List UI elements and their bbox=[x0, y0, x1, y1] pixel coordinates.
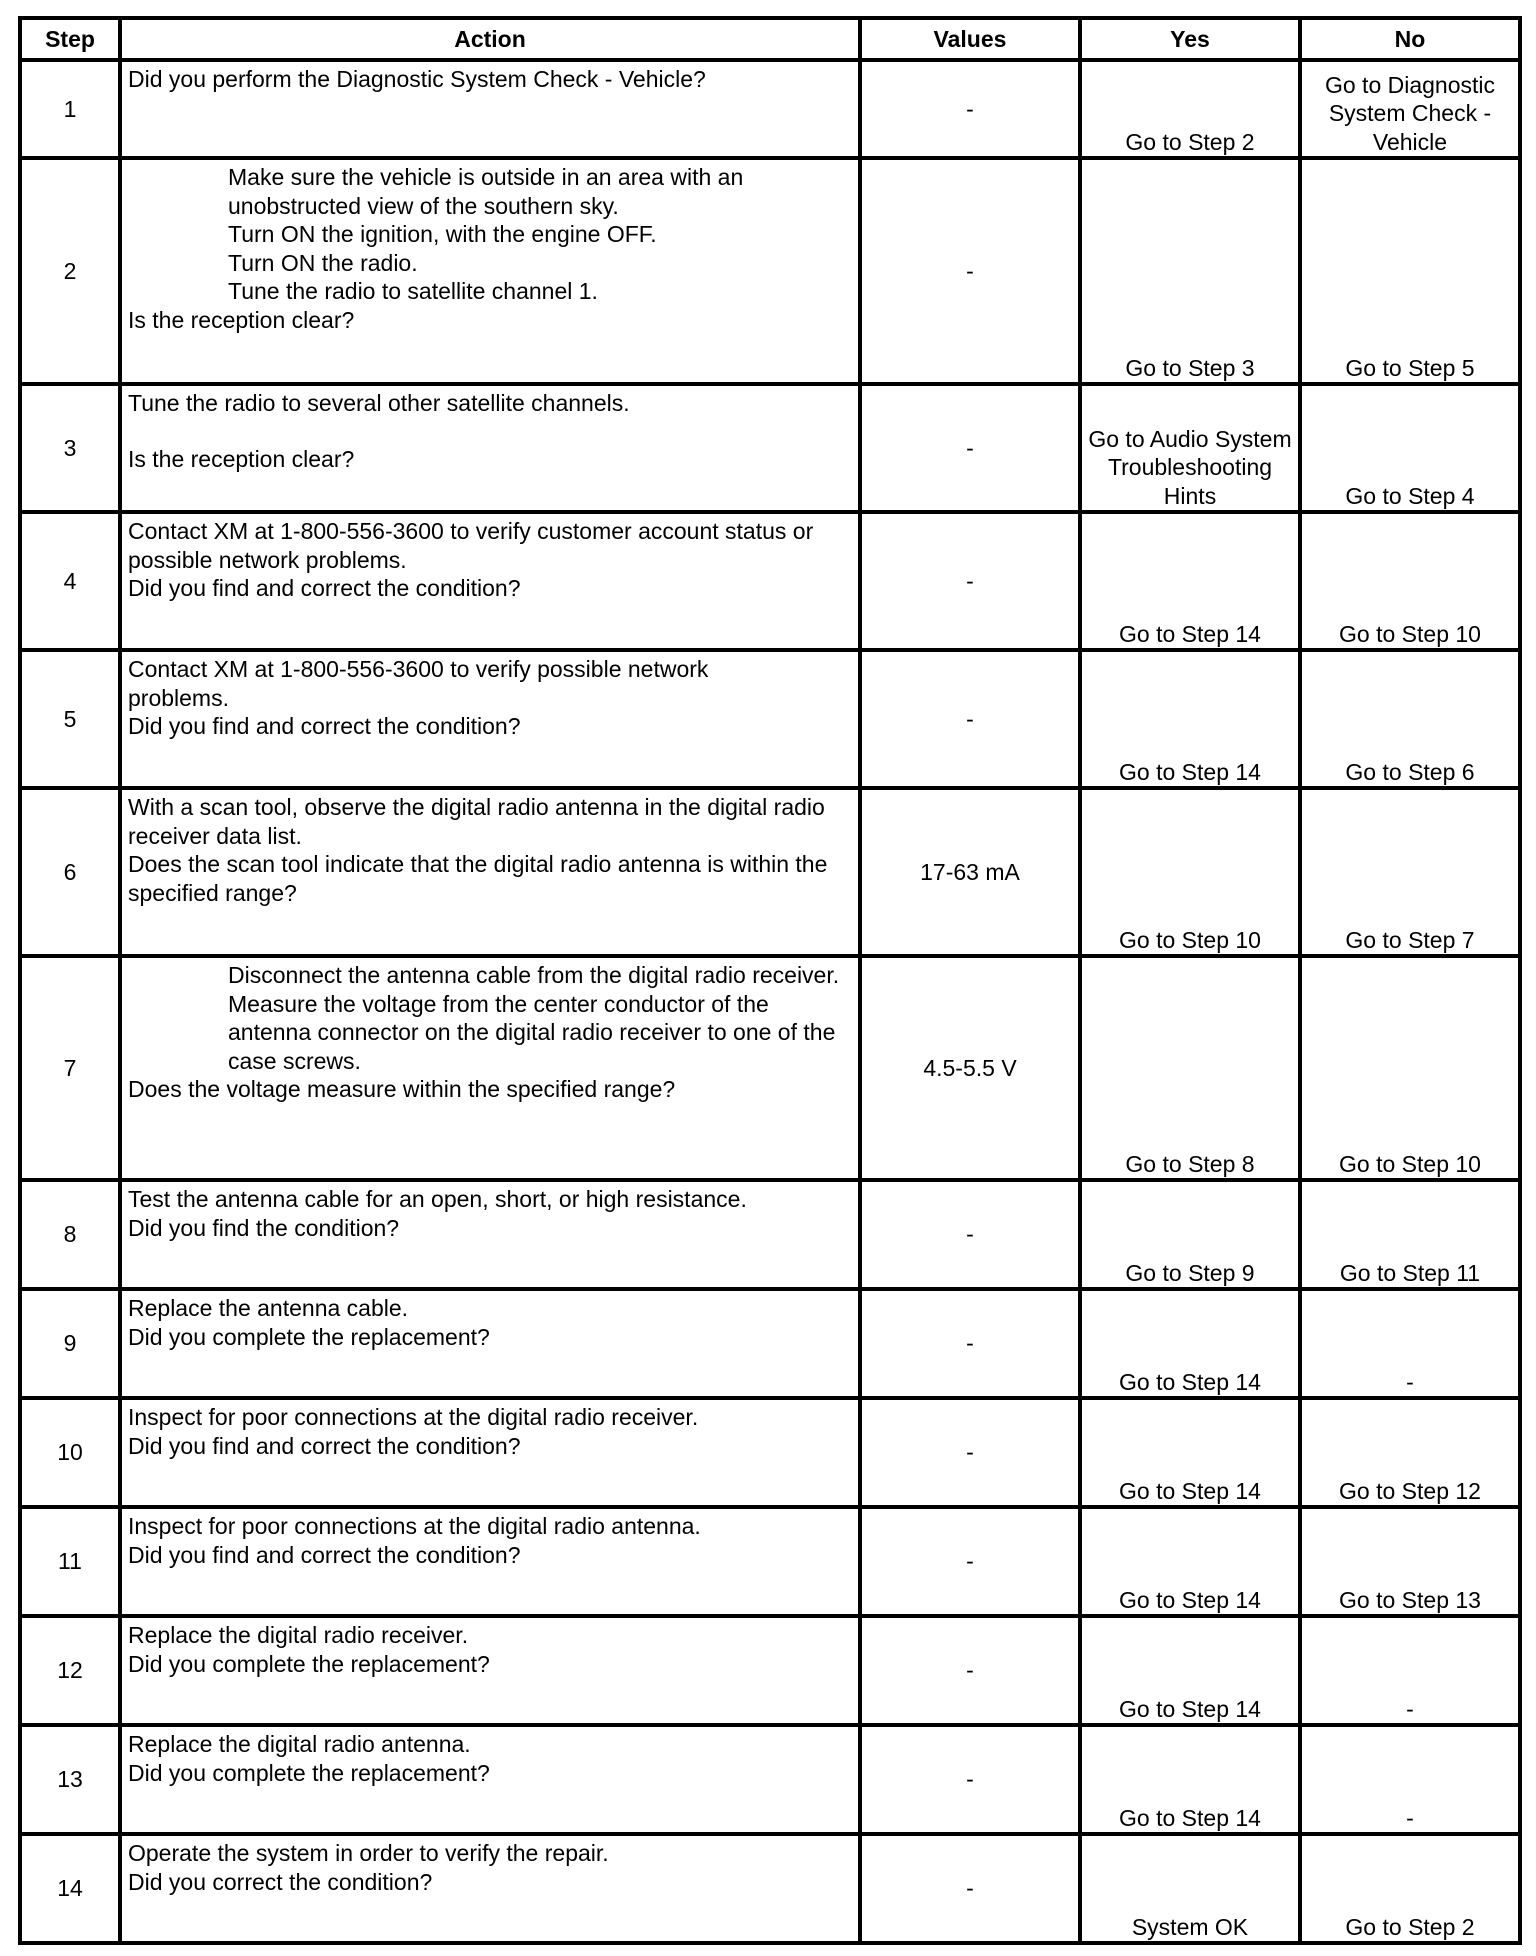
action-text: Test the antenna cable for an open, short, or high resistance. bbox=[128, 1186, 747, 1212]
table-row bbox=[20, 512, 1520, 650]
no-cell: - bbox=[1300, 1289, 1520, 1398]
yes-cell: Go to Step 14 bbox=[1080, 650, 1300, 788]
value-cell: - bbox=[860, 158, 1080, 384]
no-cell: Go to Step 10 bbox=[1300, 956, 1520, 1180]
step-number: 13 bbox=[20, 1725, 120, 1834]
value-cell: - bbox=[860, 1834, 1080, 1943]
yes-cell: Go to Step 14 bbox=[1080, 512, 1300, 650]
header-yes: Yes bbox=[1080, 18, 1300, 60]
question-text: Did you complete the replacement? bbox=[128, 1650, 490, 1677]
no-cell: Go to Diagnostic System Check - Vehicle bbox=[1300, 60, 1520, 158]
question-text: Did you find the condition? bbox=[128, 1214, 400, 1241]
question-text: Did you correct the condition? bbox=[128, 1868, 433, 1895]
value-cell: - bbox=[860, 512, 1080, 650]
question-text: Did you find and correct the condition? bbox=[128, 575, 521, 601]
value-cell: - bbox=[860, 1507, 1080, 1616]
action-cell bbox=[120, 384, 860, 512]
action-text: Replace the digital radio receiver. bbox=[128, 1622, 469, 1648]
value-cell: - bbox=[860, 384, 1080, 512]
step-number: 14 bbox=[20, 1834, 120, 1943]
action-text: Did you perform the Diagnostic System Check - Vehicle? bbox=[128, 66, 706, 92]
table-row bbox=[20, 1180, 1520, 1289]
step-number: 9 bbox=[20, 1289, 120, 1398]
question-text: Did you complete the replacement? bbox=[128, 1323, 490, 1350]
yes-cell: Go to Step 2 bbox=[1080, 60, 1300, 158]
value-cell: - bbox=[860, 650, 1080, 788]
action-text: Replace the antenna cable. bbox=[128, 1295, 409, 1321]
action-cell bbox=[120, 1834, 860, 1943]
action-cell bbox=[120, 1289, 860, 1398]
instruction-line: Make sure the vehicle is outside in an area with an unobstructed view of the southern sky. bbox=[228, 164, 744, 219]
no-cell: Go to Step 12 bbox=[1300, 1398, 1520, 1507]
action-cell bbox=[120, 512, 860, 650]
yes-cell: Go to Step 3 bbox=[1080, 158, 1300, 384]
question-text: Is the reception clear? bbox=[128, 445, 355, 472]
step-number: 8 bbox=[20, 1180, 120, 1289]
yes-cell: Go to Step 8 bbox=[1080, 956, 1300, 1180]
instruction-line: Turn ON the ignition, with the engine OFF. bbox=[228, 221, 657, 247]
instruction-line: Measure the voltage from the center conductor of the antenna connector on the digital radio receiver to one of the case screws. bbox=[228, 990, 836, 1074]
question-text: Did you find and correct the condition? bbox=[128, 1432, 521, 1459]
yes-cell: Go to Step 14 bbox=[1080, 1398, 1300, 1507]
value-cell: - bbox=[860, 1398, 1080, 1507]
action-text: Contact XM at 1-800-556-3600 to verify possible network problems. bbox=[128, 656, 709, 711]
yes-cell: Go to Step 9 bbox=[1080, 1180, 1300, 1289]
action-cell bbox=[120, 1180, 860, 1289]
table-row bbox=[20, 1834, 1520, 1943]
no-cell: Go to Step 7 bbox=[1300, 788, 1520, 956]
no-cell: Go to Step 5 bbox=[1300, 158, 1520, 384]
table-row bbox=[20, 1507, 1520, 1616]
step-number: 10 bbox=[20, 1398, 120, 1507]
action-cell bbox=[120, 1725, 860, 1834]
action-cell bbox=[120, 1507, 860, 1616]
action-cell bbox=[120, 788, 860, 956]
action-text: Inspect for poor connections at the digital radio receiver. bbox=[128, 1404, 699, 1430]
action-text: With a scan tool, observe the digital radio antenna in the digital radio receiver data list. bbox=[128, 794, 825, 849]
step-number: 7 bbox=[20, 956, 120, 1180]
question-text: Does the scan tool indicate that the digital radio antenna is within the specified range? bbox=[128, 851, 828, 906]
action-cell bbox=[120, 1616, 860, 1725]
header-action: Action bbox=[120, 18, 860, 60]
header-values: Values bbox=[860, 18, 1080, 60]
no-cell: - bbox=[1300, 1725, 1520, 1834]
table-row bbox=[20, 1725, 1520, 1834]
value-cell: 17-63 mA bbox=[860, 788, 1080, 956]
value-cell: - bbox=[860, 60, 1080, 158]
yes-cell: Go to Step 10 bbox=[1080, 788, 1300, 956]
action-cell bbox=[120, 1398, 860, 1507]
table-row bbox=[20, 1616, 1520, 1725]
no-cell: Go to Step 2 bbox=[1300, 1834, 1520, 1943]
action-cell bbox=[120, 60, 860, 158]
question-text: Did you find and correct the condition? bbox=[128, 1541, 521, 1568]
yes-cell: Go to Step 14 bbox=[1080, 1725, 1300, 1834]
action-text: Inspect for poor connections at the digital radio antenna. bbox=[128, 1513, 701, 1539]
value-cell: 4.5-5.5 V bbox=[860, 956, 1080, 1180]
step-number: 3 bbox=[20, 384, 120, 512]
action-cell bbox=[120, 956, 860, 1180]
table-row bbox=[20, 1398, 1520, 1507]
instruction-line: Turn ON the radio. bbox=[228, 249, 418, 276]
step-number: 4 bbox=[20, 512, 120, 650]
table-row bbox=[20, 384, 1520, 512]
table-row bbox=[20, 1289, 1520, 1398]
header-step: Step bbox=[20, 18, 120, 60]
value-cell: - bbox=[860, 1616, 1080, 1725]
question-text: Did you find and correct the condition? bbox=[128, 713, 521, 739]
value-cell: - bbox=[860, 1289, 1080, 1398]
table-row bbox=[20, 158, 1520, 384]
instruction-line: Tune the radio to satellite channel 1. bbox=[228, 278, 598, 304]
no-cell: Go to Step 6 bbox=[1300, 650, 1520, 788]
instruction-line: Disconnect the antenna cable from the digital radio receiver. bbox=[228, 962, 840, 988]
yes-cell: Go to Audio System Troubleshooting Hints bbox=[1080, 384, 1300, 512]
step-number: 1 bbox=[20, 60, 120, 158]
action-text: Operate the system in order to verify the repair. bbox=[128, 1840, 609, 1866]
no-cell: Go to Step 13 bbox=[1300, 1507, 1520, 1616]
table-row bbox=[20, 650, 1520, 788]
table-row bbox=[20, 788, 1520, 956]
diagnostic-table bbox=[18, 16, 1522, 1945]
value-cell: - bbox=[860, 1180, 1080, 1289]
step-number: 2 bbox=[20, 158, 120, 384]
step-number: 11 bbox=[20, 1507, 120, 1616]
yes-cell: System OK bbox=[1080, 1834, 1300, 1943]
action-text: Tune the radio to several other satellite channels. bbox=[128, 390, 630, 416]
question-text: Does the voltage measure within the specified range? bbox=[128, 1076, 676, 1102]
value-cell: - bbox=[860, 1725, 1080, 1834]
action-cell bbox=[120, 650, 860, 788]
action-cell bbox=[120, 158, 860, 384]
no-cell: Go to Step 11 bbox=[1300, 1180, 1520, 1289]
step-number: 12 bbox=[20, 1616, 120, 1725]
no-cell: Go to Step 4 bbox=[1300, 384, 1520, 512]
yes-cell: Go to Step 14 bbox=[1080, 1616, 1300, 1725]
table-row bbox=[20, 956, 1520, 1180]
action-text: Contact XM at 1-800-556-3600 to verify customer account status or possible network problems. bbox=[128, 518, 814, 573]
table-row bbox=[20, 60, 1520, 158]
action-text: Replace the digital radio antenna. bbox=[128, 1731, 471, 1757]
header-row bbox=[20, 18, 1520, 60]
step-number: 6 bbox=[20, 788, 120, 956]
no-cell: - bbox=[1300, 1616, 1520, 1725]
no-cell: Go to Step 10 bbox=[1300, 512, 1520, 650]
step-number: 5 bbox=[20, 650, 120, 788]
question-text: Did you complete the replacement? bbox=[128, 1759, 490, 1786]
question-text: Is the reception clear? bbox=[128, 306, 355, 333]
yes-cell: Go to Step 14 bbox=[1080, 1289, 1300, 1398]
yes-cell: Go to Step 14 bbox=[1080, 1507, 1300, 1616]
header-no: No bbox=[1300, 18, 1520, 60]
